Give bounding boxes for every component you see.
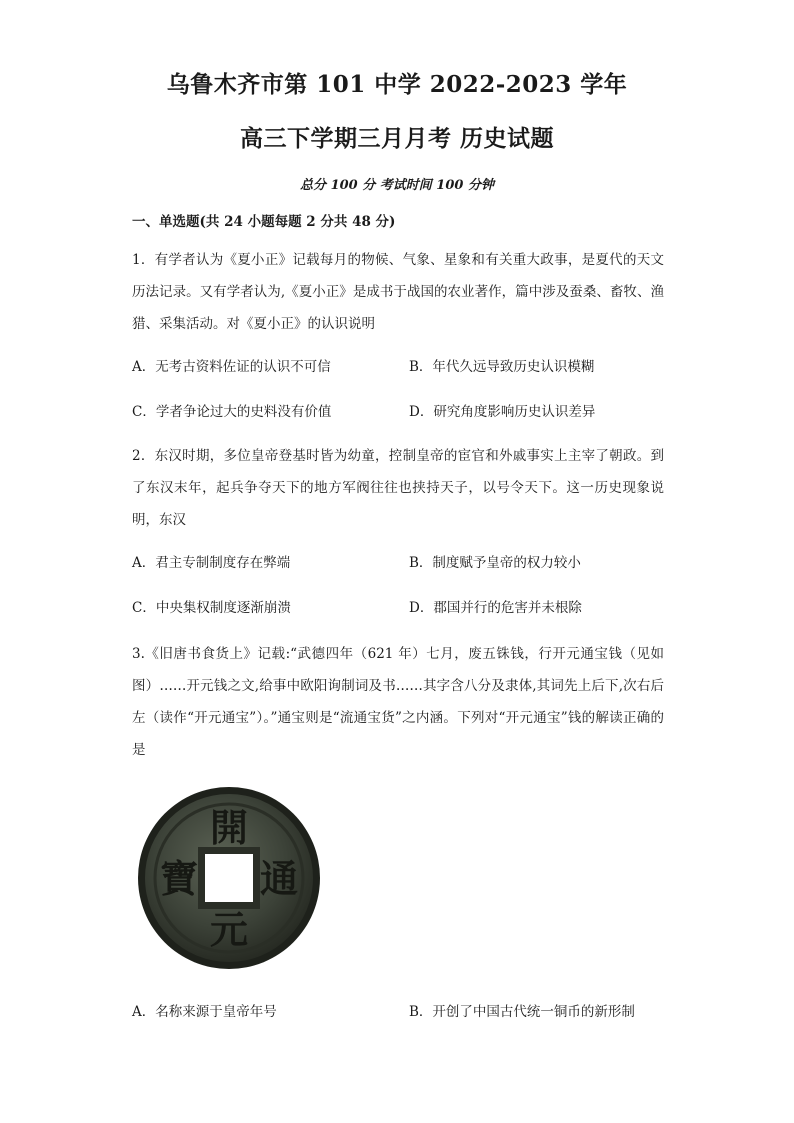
question-2-option-d: D．郡国并行的危害并未根除 xyxy=(409,600,582,616)
exam-title-line1: 乌鲁木齐市第 101 中学 2022-2023 学年 xyxy=(166,71,628,98)
exam-meta: 总分 100 分 考试时间 100 分钟 xyxy=(300,178,494,193)
exam-title-line2: 高三下学期三月月考 历史试题 xyxy=(239,125,554,152)
section-heading: 一、单选题(共 24 小题每题 2 分共 48 分) xyxy=(132,214,396,230)
coin-char-bottom: 元 xyxy=(209,907,249,952)
coin-char-top: 開 xyxy=(209,805,249,850)
question-1-option-b: B．年代久远导致历史认识模糊 xyxy=(409,359,595,375)
question-1-option-d: D．研究角度影响历史认识差异 xyxy=(409,404,596,420)
coin-char-right: 通 xyxy=(259,856,299,901)
question-2-option-b: B．制度赋予皇帝的权力较小 xyxy=(409,555,581,571)
question-2-option-c: C．中央集权制度逐渐崩溃 xyxy=(132,600,291,616)
question-1-stem: 1．有学者认为《夏小正》记载每月的物候、气象、星象和有关重大政事，是夏代的天文历法记录。又有学者认为,《夏小正》是成书于战国的农业著作，篇中涉及蚕桑、畜牧、渔猎、采集活动。对《夏小正》的认识说明 xyxy=(132,252,664,332)
question-2-option-a: A．君主专制制度存在弊端 xyxy=(132,555,291,571)
question-1-option-c: C．学者争论过大的史料没有价值 xyxy=(132,404,332,420)
kaiyuan-tongbao-coin-image xyxy=(136,785,322,971)
question-3-option-a: A．名称来源于皇帝年号 xyxy=(132,1004,277,1020)
question-3-stem: 3.《旧唐书食货上》记载:“武德四年（621 年）七月，废五铢钱，行开元通宝钱（见如图）……开元钱之文,给事中欧阳询制词及书……其字含八分及隶体,其词先上后下,次右后左（读作“开元通宝”）。”通宝则是“流通宝货”之内涵。下列对“开元通宝”钱的解读正确的是 xyxy=(132,646,664,758)
question-1-option-a: A．无考古资料佐证的认识不可信 xyxy=(132,359,331,375)
coin-char-left: 寶 xyxy=(159,856,199,901)
question-2-stem: 2．东汉时期，多位皇帝登基时皆为幼童，控制皇帝的宦官和外戚事实上主宰了朝政。到了东汉末年，起兵争夺天下的地方军阀往往也挟持天子，以号令天下。这一历史现象说明，东汉 xyxy=(132,448,664,528)
coin-square-hole xyxy=(205,854,253,902)
question-3-option-b: B．开创了中国古代统一铜币的新形制 xyxy=(409,1004,635,1020)
